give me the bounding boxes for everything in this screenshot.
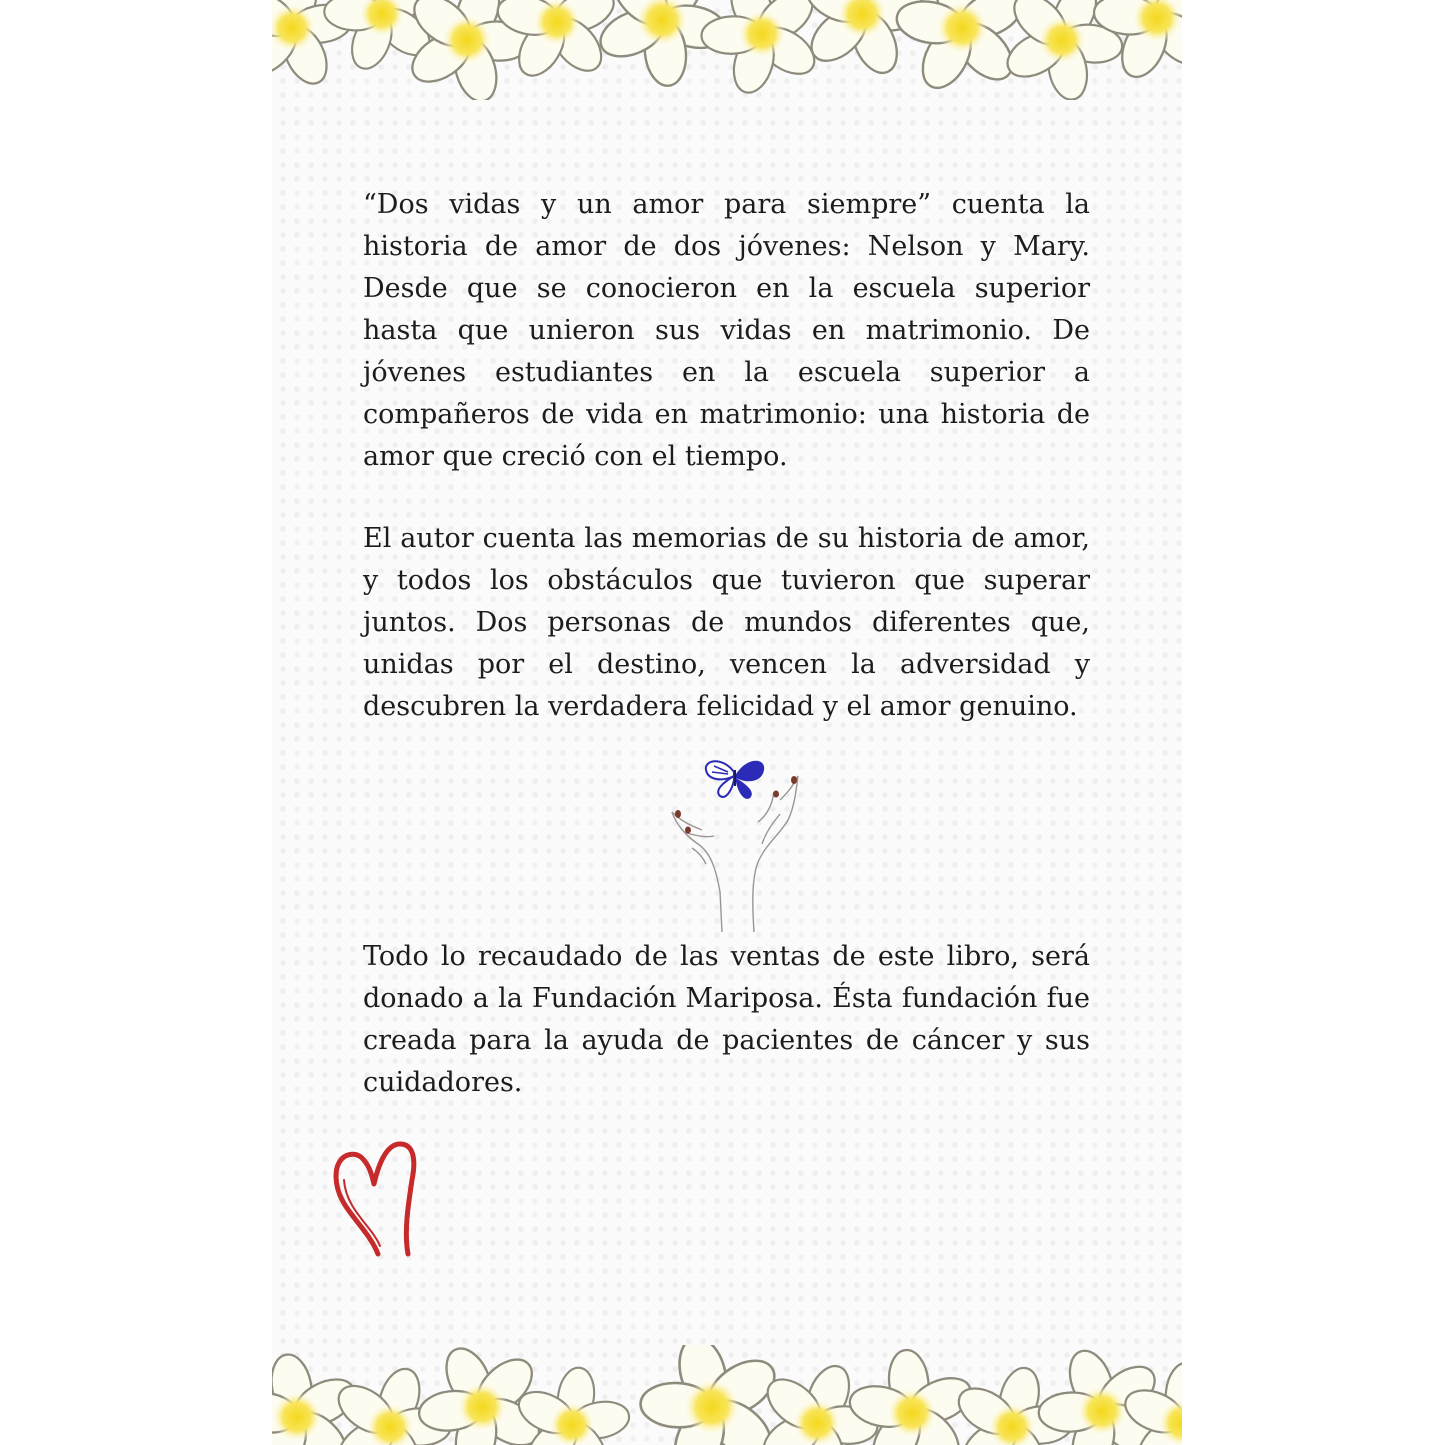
hands-icon (672, 776, 798, 932)
heart-icon (330, 1136, 420, 1260)
plumeria-flower-icon (272, 0, 1182, 100)
hands-butterfly-illustration (662, 752, 812, 934)
bottom-flower-border (272, 1345, 1182, 1445)
intro-paragraph: “Dos vidas y un amor para siempre” cuenta la historia de amor de dos jóvenes: Nelson y Mary. Desde que se conocieron en la escuela superior hasta que unieron sus vidas en matrimonio. De jóvenes estudiantes en la escuela superior a compañeros de vida en matrimonio: una historia de amor que creció con el tiempo. (363, 189, 1090, 472)
back-cover-page (272, 0, 1182, 1445)
butterfly-icon (706, 761, 764, 799)
top-flower-border (272, 0, 1182, 100)
story-paragraph: El autor cuenta las memorias de su historia de amor, y todos los obstáculos que tuvieron que superar juntos. Dos personas de mundos diferentes que, unidas por el destino, vencen la adversidad y descubren la verdadera felicidad y el amor genuino. (363, 523, 1090, 722)
donation-paragraph: Todo lo recaudado de las ventas de este libro, será donado a la Fundación Mariposa. Ésta fundación fue creada para la ayuda de pacientes de cáncer y sus cuidadores. (363, 941, 1090, 1098)
plumeria-flower-icon (272, 1345, 1182, 1445)
